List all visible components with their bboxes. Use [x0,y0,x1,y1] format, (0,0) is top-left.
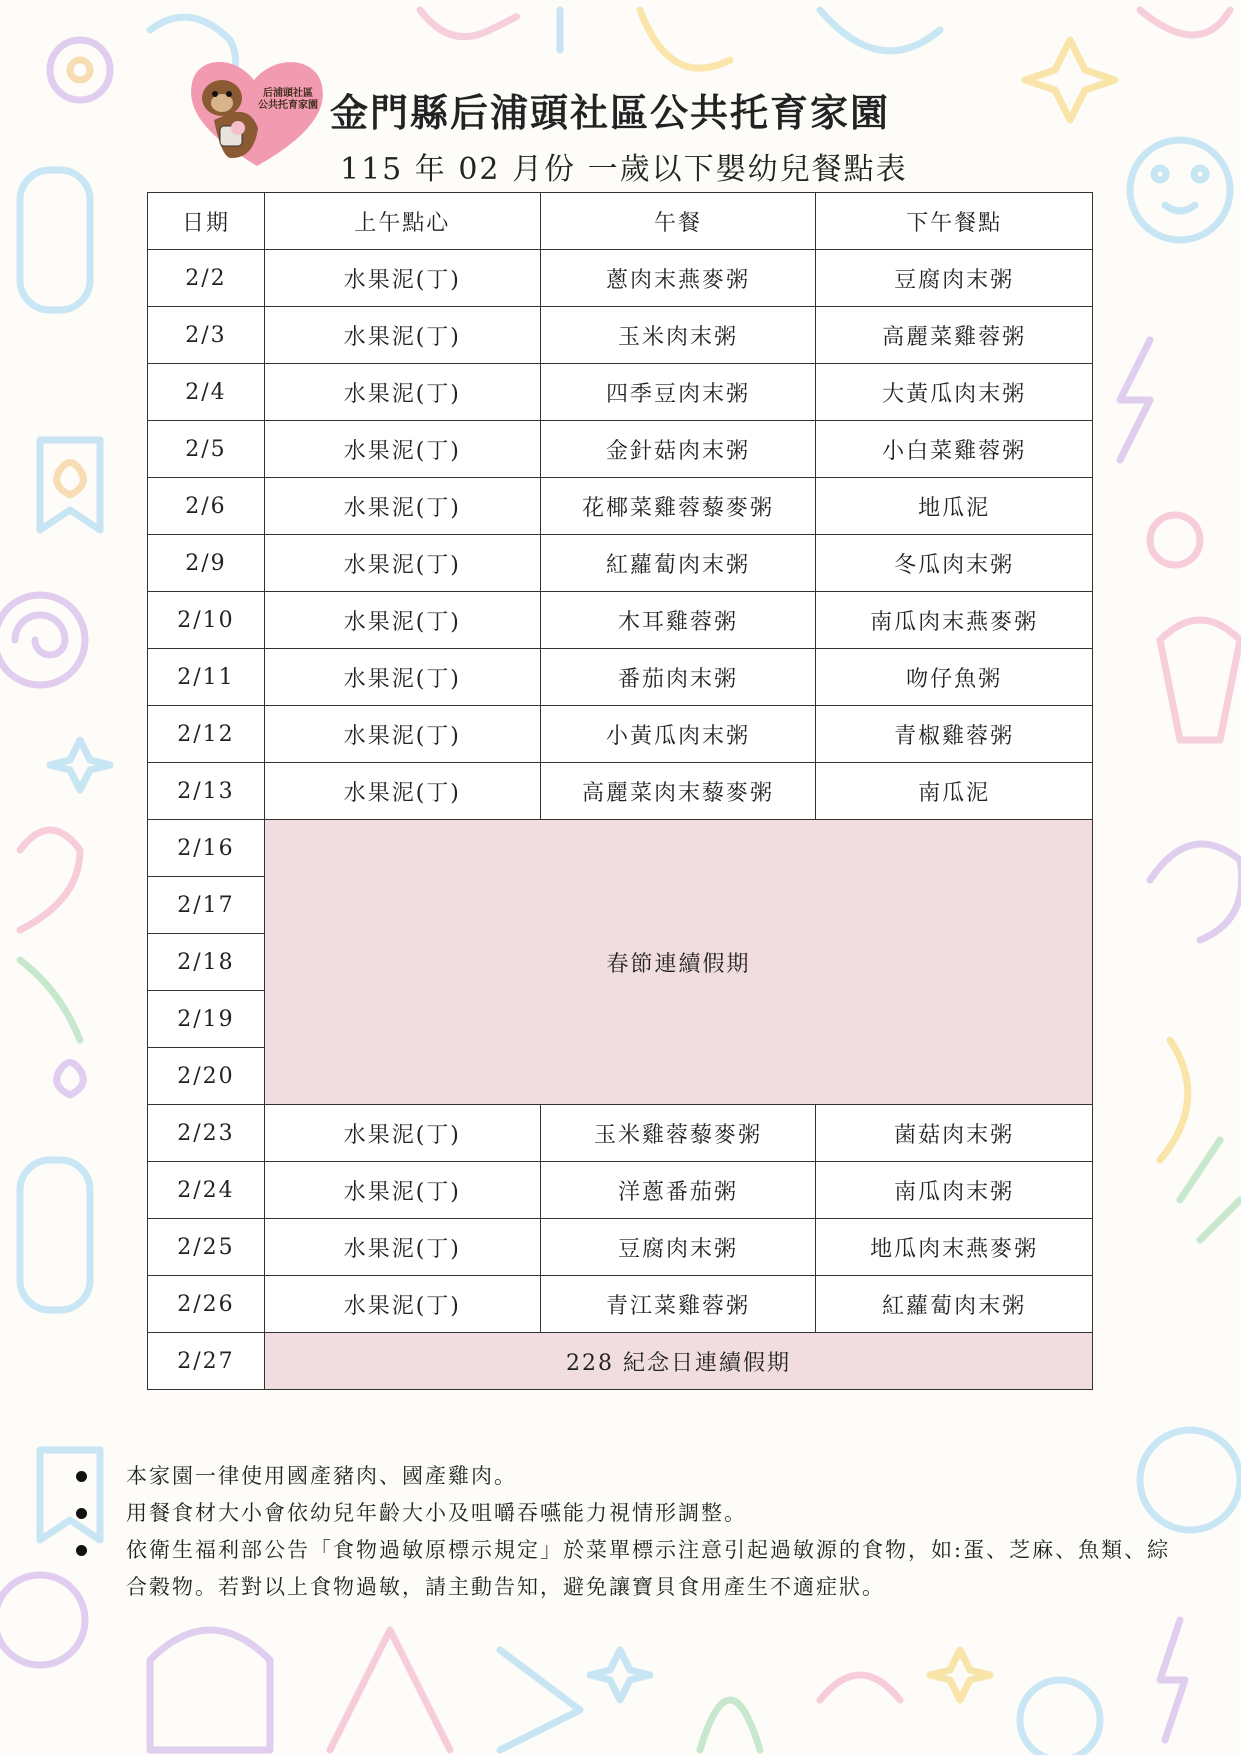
table-row [148,706,1093,763]
date-cell: 2/6 [148,478,265,535]
note-item [76,1495,1176,1532]
logo-text [258,88,318,112]
afternoon-cell: 地瓜泥 [816,478,1093,535]
date-cell: 2/19 [148,991,265,1048]
date-cell: 2/27 [148,1333,265,1390]
spring-festival-holiday-cell: 春節連續假期 [264,820,1092,1105]
afternoon-cell: 冬瓜肉末粥 [816,535,1093,592]
date-cell: 2/18 [148,934,265,991]
page-title: 金門縣后浦頭社區公共托育家園 [330,91,891,135]
header-lunch: 午餐 [540,193,816,250]
lunch-cell: 金針菇肉末粥 [540,421,816,478]
date-cell: 2/11 [148,649,265,706]
date-cell: 2/16 [148,820,265,877]
table-row [148,649,1093,706]
header-date: 日期 [148,193,265,250]
table-row [148,1333,1093,1390]
date-cell: 2/26 [148,1276,265,1333]
morning-cell: 水果泥(丁) [264,1219,540,1276]
table-row [148,1219,1093,1276]
afternoon-cell: 吻仔魚粥 [816,649,1093,706]
afternoon-cell: 青椒雞蓉粥 [816,706,1093,763]
afternoon-cell: 豆腐肉末粥 [816,250,1093,307]
morning-cell: 水果泥(丁) [264,535,540,592]
afternoon-cell: 地瓜肉末燕麥粥 [816,1219,1093,1276]
logo-text-line2: 公共托育家園 [258,100,318,111]
lunch-cell: 玉米雞蓉藜麥粥 [540,1105,816,1162]
date-cell: 2/12 [148,706,265,763]
afternoon-cell: 大黃瓜肉末粥 [816,364,1093,421]
lunch-cell: 小黃瓜肉末粥 [540,706,816,763]
date-cell: 2/10 [148,592,265,649]
afternoon-cell: 南瓜肉末燕麥粥 [816,592,1093,649]
date-cell: 2/13 [148,763,265,820]
afternoon-cell: 高麗菜雞蓉粥 [816,307,1093,364]
bullet-icon [76,1471,87,1482]
lunch-cell: 洋蔥番茄粥 [540,1162,816,1219]
morning-cell: 水果泥(丁) [264,1105,540,1162]
morning-cell: 水果泥(丁) [264,364,540,421]
table-header-row [148,193,1093,250]
note-text: 用餐食材大小會依幼兒年齡大小及咀嚼吞嚥能力視情形調整。 [126,1501,747,1525]
lunch-cell: 青江菜雞蓉粥 [540,1276,816,1333]
afternoon-cell: 小白菜雞蓉粥 [816,421,1093,478]
morning-cell: 水果泥(丁) [264,1162,540,1219]
date-cell: 2/2 [148,250,265,307]
table-row [148,421,1093,478]
header-afternoon-snack: 下午餐點 [816,193,1093,250]
bullet-icon [76,1508,87,1519]
note-text: 本家園一律使用國產豬肉、國產雞肉。 [126,1464,517,1488]
date-cell: 2/20 [148,1048,265,1105]
date-cell: 2/4 [148,364,265,421]
lunch-cell: 高麗菜肉末藜麥粥 [540,763,816,820]
table-row [148,478,1093,535]
date-cell: 2/23 [148,1105,265,1162]
notes-list [76,1458,1176,1606]
morning-cell: 水果泥(丁) [264,250,540,307]
header-morning-snack: 上午點心 [264,193,540,250]
date-cell: 2/25 [148,1219,265,1276]
lunch-cell: 木耳雞蓉粥 [540,592,816,649]
lunch-cell: 四季豆肉末粥 [540,364,816,421]
table-row [148,364,1093,421]
lunch-cell: 蔥肉末燕麥粥 [540,250,816,307]
afternoon-cell: 南瓜肉末粥 [816,1162,1093,1219]
table-row [148,592,1093,649]
morning-cell: 水果泥(丁) [264,706,540,763]
date-cell: 2/3 [148,307,265,364]
lunch-cell: 豆腐肉末粥 [540,1219,816,1276]
table-row [148,1162,1093,1219]
morning-cell: 水果泥(丁) [264,592,540,649]
table-row [148,307,1093,364]
table-row [148,250,1093,307]
date-cell: 2/5 [148,421,265,478]
date-cell: 2/24 [148,1162,265,1219]
morning-cell: 水果泥(丁) [264,649,540,706]
afternoon-cell: 南瓜泥 [816,763,1093,820]
note-item [76,1532,1176,1606]
table-row [148,1276,1093,1333]
table-row [148,1105,1093,1162]
morning-cell: 水果泥(丁) [264,1276,540,1333]
page-subtitle: 115 年 02 月份 一歲以下嬰幼兒餐點表 [340,152,908,187]
table-row [148,535,1093,592]
meal-table [147,192,1093,1390]
lunch-cell: 紅蘿蔔肉末粥 [540,535,816,592]
date-cell: 2/17 [148,877,265,934]
lunch-cell: 番茄肉末粥 [540,649,816,706]
morning-cell: 水果泥(丁) [264,478,540,535]
afternoon-cell: 菌菇肉末粥 [816,1105,1093,1162]
morning-cell: 水果泥(丁) [264,421,540,478]
logo-text-line1: 后浦頭社區 [263,88,313,99]
lunch-cell: 玉米肉末粥 [540,307,816,364]
note-item [76,1458,1176,1495]
morning-cell: 水果泥(丁) [264,763,540,820]
bullet-icon [76,1545,87,1556]
memorial-day-holiday-cell: 228 紀念日連續假期 [264,1333,1092,1390]
table-row [148,820,1093,877]
table-row [148,763,1093,820]
logo [182,48,332,173]
note-text: 依衛生福利部公告「食物過敏原標示規定」於菜單標示注意引起過敏源的食物，如:蛋、芝麻、魚類、綜合穀物。若對以上食物過敏，請主動告知，避免讓寶貝食用產生不適症狀。 [126,1538,1171,1599]
date-cell: 2/9 [148,535,265,592]
lunch-cell: 花椰菜雞蓉藜麥粥 [540,478,816,535]
morning-cell: 水果泥(丁) [264,307,540,364]
afternoon-cell: 紅蘿蔔肉末粥 [816,1276,1093,1333]
